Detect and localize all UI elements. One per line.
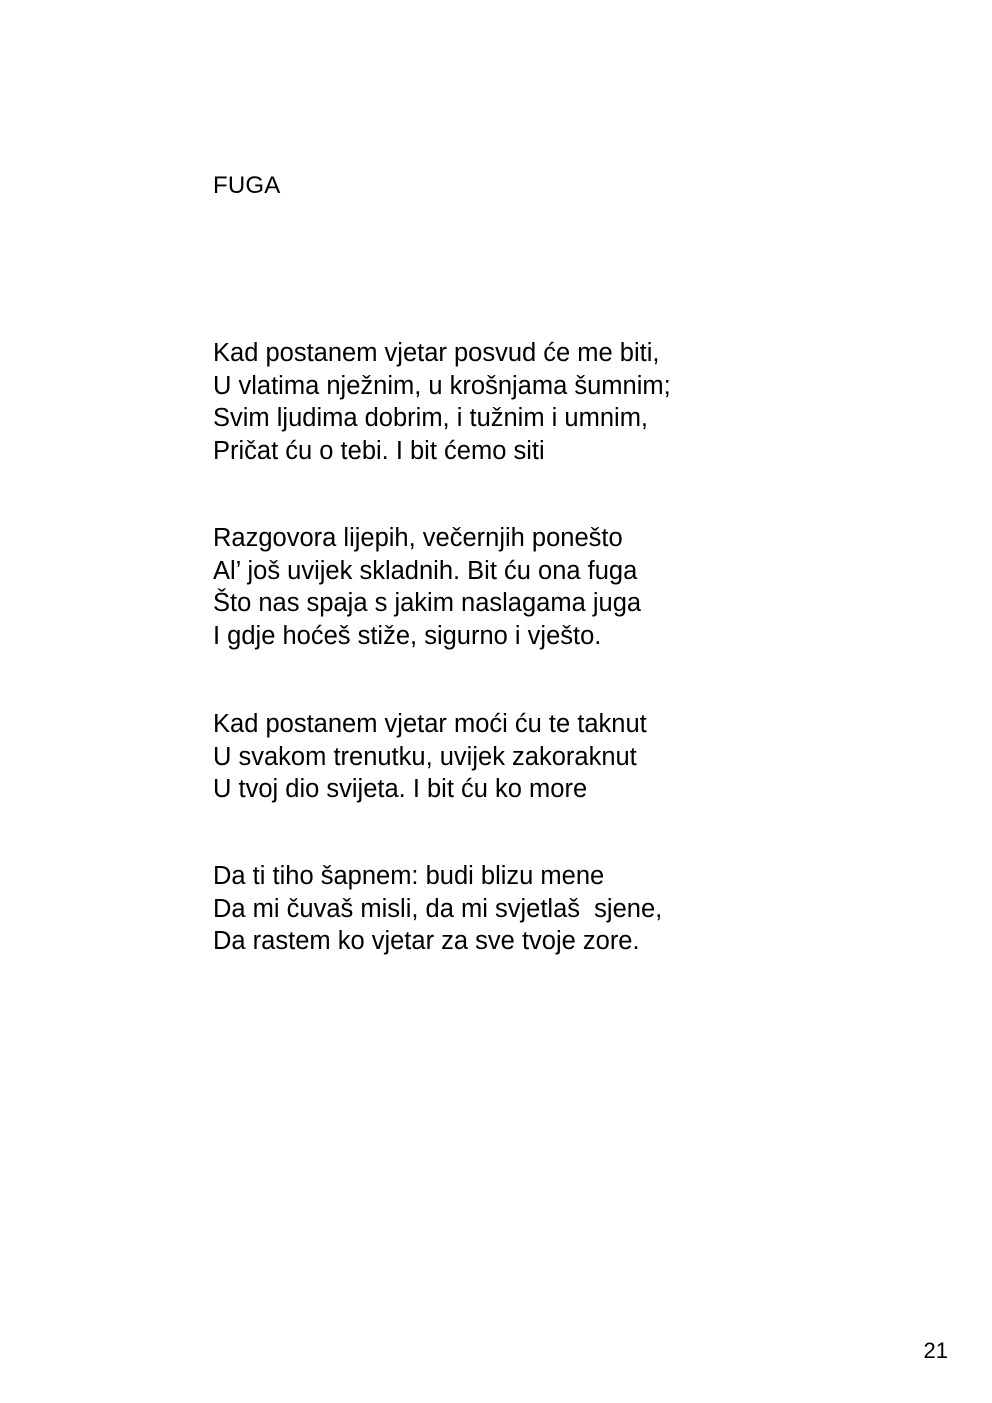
stanza-4 [213, 860, 662, 958]
poem-line: Kad postanem vjetar moći ću te taknut [213, 710, 647, 738]
poem-line: U tvoj dio svijeta. I bit ću ko more [213, 775, 588, 803]
stanza-3 [213, 708, 647, 806]
poem-line: Svim ljudima dobrim, i tužnim i umnim, [213, 404, 649, 432]
poem-line: U vlatima nježnim, u krošnjama šumnim; [213, 371, 671, 400]
poem-line: Razgovora lijepih, večernjih ponešto [213, 524, 623, 552]
poem-line: Da rastem ko vjetar za sve tvoje zore. [213, 927, 640, 955]
poem-line: Kad postanem vjetar posvud će me biti, [213, 339, 660, 367]
page-number: 21 [923, 1338, 948, 1363]
poem-line: Da ti tiho šapnem: budi blizu mene [213, 862, 605, 890]
poem-line: U svakom trenutku, uvijek zakoraknut [213, 742, 637, 771]
poem-line: Što nas spaja s jakim naslagama juga [213, 589, 642, 617]
poem-line: Al’ još uvijek skladnih. Bit ću ona fuga [213, 556, 638, 585]
poem-title: FUGA [213, 172, 281, 199]
poem-line: Pričat ću o tebi. I bit ćemo siti [213, 436, 545, 465]
poem-line: I gdje hoćeš stiže, sigurno i vješto. [213, 621, 602, 650]
stanza-1 [213, 337, 671, 467]
stanza-2 [213, 522, 641, 652]
poem-line: Da mi čuvaš misli, da mi svjetlaš sjene, [213, 894, 663, 923]
